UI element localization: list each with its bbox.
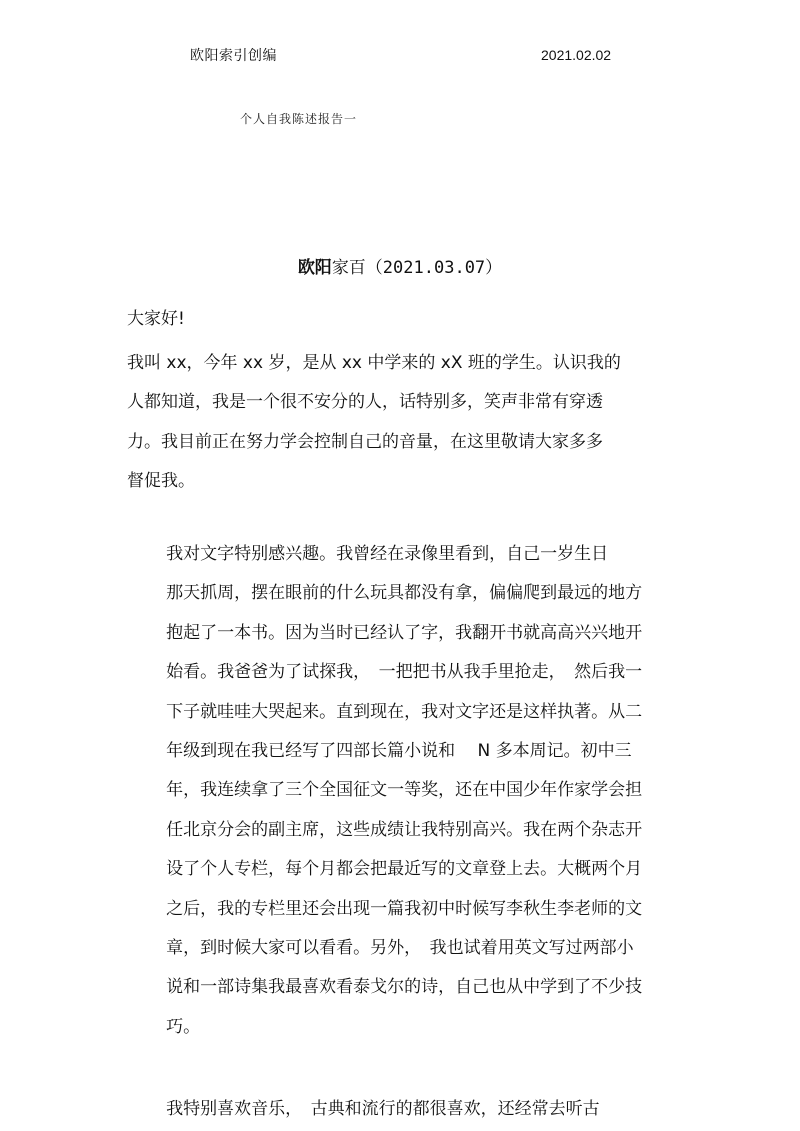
paragraph-line: 说和一部诗集我最喜欢看泰戈尔的诗，自己也从中学到了不少技 (166, 977, 643, 998)
paragraph-line: 章，到时候大家可以看看。另外， 我也试着用英文写过两部小 (166, 938, 634, 959)
paragraph-line: 下子就哇哇大哭起来。直到现在，我对文字还是这样执著。从二 (166, 701, 643, 722)
paragraph-line: 人都知道，我是一个很不安分的人，话特别多，笑声非常有穿透 (127, 392, 603, 413)
paragraph-line: 任北京分会的副主席，这些成绩让我特别高兴。我在两个杂志开 (166, 819, 643, 840)
paragraph-line: 年级到现在我已经写了四部长篇小说和 N 多本周记。初中三 (166, 741, 632, 762)
paragraph-line: 督促我。 (127, 471, 195, 492)
document-title (0, 253, 800, 278)
paragraph-line: 力。我目前正在努力学会控制自己的音量，在这里敬请大家多多 (127, 431, 603, 452)
paragraph-line: 设了个人专栏，每个月都会把最近写的文章登上去。大概两个月 (166, 859, 643, 880)
document-subtitle: 个人自我陈述报告一 (240, 112, 358, 126)
paragraph-line: 抱起了一本书。因为当时已经认了字，我翻开书就高高兴兴地开 (166, 622, 643, 643)
paragraph-line: 巧。 (166, 1016, 201, 1037)
paragraph-2 (127, 535, 675, 1047)
paragraph-line: 那天抓周，摆在眼前的什么玩具都没有拿，偏偏爬到最远的地方 (166, 583, 643, 604)
paragraph-line: 我叫 xx，今年 xx 岁，是从 xx 中学来的 xX 班的学生。认识我的 (127, 353, 621, 373)
header-date: 2021.02.02 (541, 47, 612, 63)
paragraph-3 (127, 1090, 675, 1129)
paragraph-line: 我特别喜欢音乐， 古典和流行的都很喜欢，还经常去听古 (166, 1099, 600, 1119)
paragraph-1 (127, 344, 675, 502)
paragraph-line: 年，我连续拿了三个全国征文一等奖，还在中国少年作家学会担 (166, 780, 643, 801)
paragraph-line: 我对文字特别感兴趣。我曾经在录像里看到，自己一岁生日 (166, 544, 609, 564)
title-rest: 家百（2021.03.07） (331, 258, 503, 278)
greeting-line: 大家好! (127, 309, 185, 329)
title-bold-name: 欧阳 (297, 258, 332, 278)
paragraph-line: 始看。我爸爸为了试探我， 一把把书从我手里抢走， 然后我一 (166, 662, 643, 683)
paragraph-line: 之后，我的专栏里还会出现一篇我初中时候写李秋生李老师的文 (166, 898, 643, 919)
header-author: 欧阳索引创编 (190, 48, 277, 64)
